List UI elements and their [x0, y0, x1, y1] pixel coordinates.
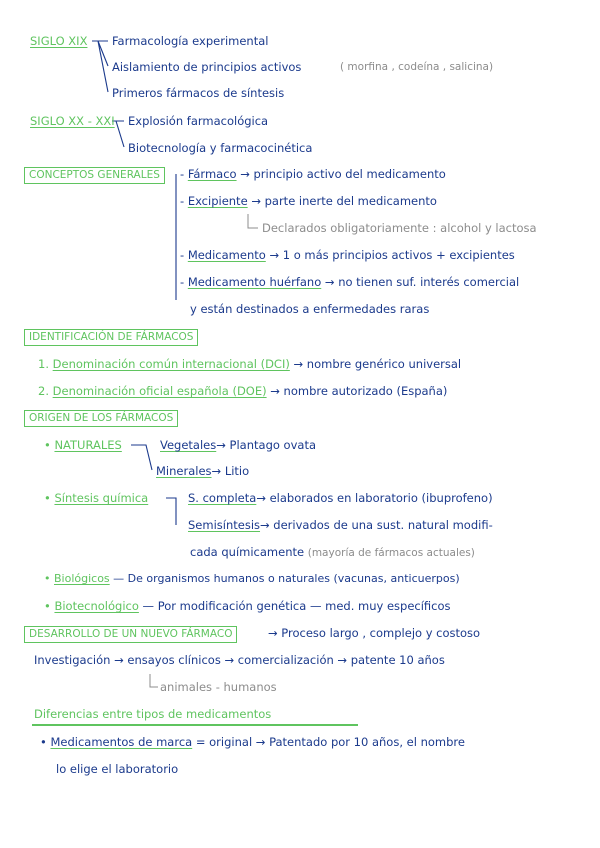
- diferencias-title: Diferencias entre tipos de medicamentos: [34, 707, 272, 721]
- farmaco-value: → principio activo del medicamento: [240, 167, 446, 181]
- biologicos-value: — De organismos humanos o naturales (vacunas, anticuerpos): [113, 572, 460, 585]
- biotecnologico-line: • Biotecnológico — Por modificación genética — med. muy específicos: [44, 599, 451, 613]
- num-1: 1.: [38, 357, 49, 371]
- vegetales-value: → Plantago ovata: [216, 438, 316, 452]
- excipiente-note: Declarados obligatoriamente : alcohol y lactosa: [262, 221, 537, 235]
- excipiente-value: → parte inerte del medicamento: [251, 194, 437, 208]
- doe-value: → nombre autorizado (España): [270, 384, 448, 398]
- vegetales-key: Vegetales: [160, 438, 217, 452]
- medicamento-def: - Medicamento → 1 o más principios activos + excipientes: [180, 248, 515, 262]
- biologicos-line: • Biológicos — De organismos humanos o naturales (vacunas, anticuerpos): [44, 572, 460, 585]
- completa-value: → elaborados en laboratorio (ibuprofeno): [256, 491, 493, 505]
- conceptos-generales-box: CONCEPTOS GENERALES: [24, 167, 165, 184]
- desarrollo-value: → Proceso largo , complejo y costoso: [268, 626, 481, 640]
- medicamento-value: → 1 o más principios activos + excipientes: [269, 248, 515, 262]
- doe-key: Denominación oficial española (DOE): [52, 384, 267, 398]
- minerales-line: [156, 464, 249, 478]
- semisintesis-note: (mayoría de fármacos actuales): [307, 547, 475, 559]
- biotecnologia-farmacocinetica: Biotecnología y farmacocinética: [128, 141, 313, 155]
- huerfano-value-2: y están destinados a enfermedades raras: [190, 302, 430, 316]
- naturales-label: • NATURALES: [44, 438, 122, 452]
- dci-value: → nombre genérico universal: [293, 357, 462, 371]
- sintesis-text: Síntesis química: [54, 491, 149, 505]
- marca-value-2: lo elige el laboratorio: [56, 762, 179, 776]
- marca-line: • Medicamentos de marca = original → Patentado por 10 años, el nombre: [40, 735, 465, 749]
- biotecnologico-key: Biotecnológico: [54, 599, 139, 613]
- farmaco-key: Fármaco: [187, 167, 237, 181]
- desarrollo-box: DESARROLLO DE UN NUEVO FÁRMACO: [24, 626, 237, 643]
- farmacologia-experimental: Farmacología experimental: [112, 34, 269, 48]
- biotecnologico-value: — Por modificación genética — med. muy específicos: [142, 599, 451, 613]
- excipiente-def: - Excipiente → parte inerte del medicamento: [180, 194, 437, 208]
- siglo-xix-label: SIGLO XIX: [30, 34, 88, 48]
- huerfano-key: Medicamento huérfano: [187, 275, 322, 289]
- completa-line: [188, 491, 493, 505]
- vegetales-line: [160, 438, 316, 452]
- dci-line: [38, 357, 461, 371]
- semisintesis-value-2: cada químicamente: [190, 545, 305, 559]
- sintesis-label: • Síntesis química: [44, 491, 149, 505]
- minerales-key: Minerales: [156, 464, 212, 478]
- minerales-value: → Litio: [211, 464, 250, 478]
- huerfano-def: - Medicamento huérfano → no tienen suf. interés comercial: [180, 275, 520, 289]
- marca-value: = original → Patentado por 10 años, el nombre: [195, 735, 465, 749]
- farmaco-def: - Fármaco → principio activo del medicamento: [180, 167, 446, 181]
- doe-line: [38, 384, 447, 398]
- medicamento-key: Medicamento: [187, 248, 266, 262]
- huerfano-value: → no tienen suf. interés comercial: [324, 275, 520, 289]
- aislamiento-note: ( morfina , codeína , salicina): [340, 61, 494, 73]
- num-2: 2.: [38, 384, 49, 398]
- completa-key: S. completa: [188, 491, 257, 505]
- semisintesis-key: Semisíntesis: [188, 518, 261, 532]
- biologicos-key: Biológicos: [54, 572, 110, 585]
- siglo-xx-label: SIGLO XX - XXI: [30, 114, 115, 128]
- dci-key: Denominación común internacional (DCI): [52, 357, 290, 371]
- primeros-farmacos: Primeros fármacos de síntesis: [112, 86, 285, 100]
- desarrollo-steps: Investigación → ensayos clínicos → comercialización → patente 10 años: [34, 653, 445, 667]
- excipiente-key: Excipiente: [187, 194, 248, 208]
- marca-key: Medicamentos de marca: [50, 735, 193, 749]
- semisintesis-value: → derivados de una sust. natural modifi-: [260, 518, 493, 532]
- diferencias-underline: [32, 724, 358, 726]
- aislamiento-principios: Aislamiento de principios activos: [112, 60, 302, 74]
- naturales-text: NATURALES: [54, 438, 122, 452]
- explosion-farmacologica: Explosión farmacológica: [128, 114, 269, 128]
- semisintesis-line: [188, 518, 493, 532]
- semisintesis-line-2: [190, 545, 475, 560]
- desarrollo-note: animales - humanos: [160, 680, 277, 694]
- identificacion-box: IDENTIFICACIÓN DE FÁRMACOS: [24, 329, 198, 346]
- origen-box: ORIGEN DE LOS FÁRMACOS: [24, 410, 178, 427]
